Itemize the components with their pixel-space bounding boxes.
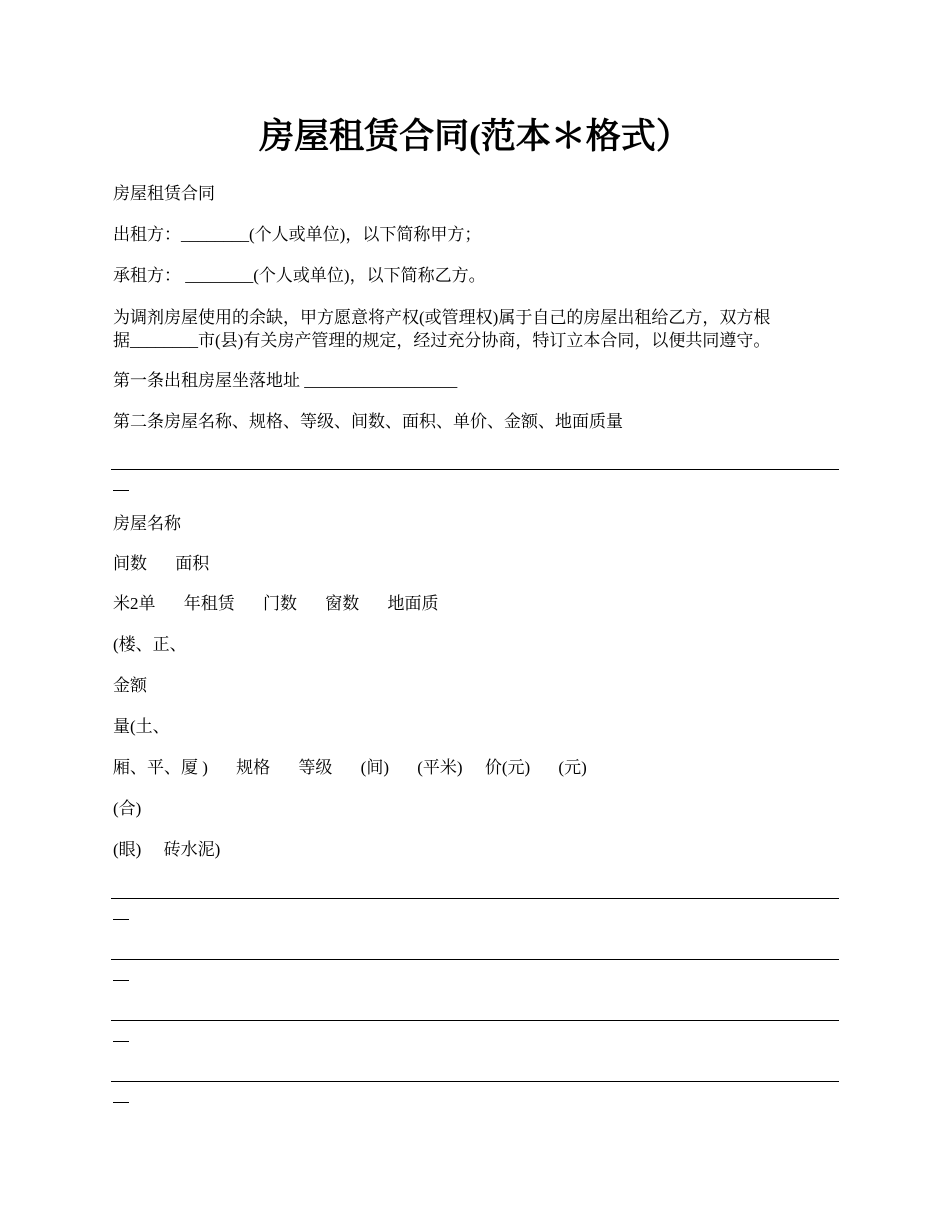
fill-line-short bbox=[113, 490, 129, 491]
table-cell: (平米) bbox=[417, 758, 463, 777]
table-cell: (眼) bbox=[113, 840, 142, 859]
table-row-2 bbox=[113, 553, 209, 575]
table-cell: (元) bbox=[558, 758, 587, 777]
document-title: 房屋租赁合同(范本＊格式） bbox=[259, 117, 691, 156]
table-cell: 砖水泥) bbox=[163, 840, 221, 859]
table-cell: 规格 bbox=[236, 758, 271, 777]
table-row-5: 金额 bbox=[113, 676, 147, 695]
table-row-4: (楼、正、 bbox=[113, 635, 187, 654]
article-2: 第二条房屋名称、规格、等级、间数、面积、单价、金额、地面质量 bbox=[113, 412, 623, 431]
preamble-line-2: 据________市(县)有关房产管理的规定，经过充分协商，特订立本合同，以便共同遵守。 bbox=[113, 331, 771, 350]
table-cell: 价(元) bbox=[484, 758, 531, 777]
document-subtitle: 房屋租赁合同 bbox=[113, 184, 215, 203]
table-cell: (间) bbox=[360, 758, 389, 777]
preamble-line-1: 为调剂房屋使用的余缺，甲方愿意将产权(或管理权)属于自己的房屋出租给乙方，双方根 bbox=[113, 308, 771, 327]
fill-line-short bbox=[113, 1041, 129, 1042]
table-cell: 地面质 bbox=[387, 594, 439, 613]
table-cell: 等级 bbox=[298, 758, 333, 777]
preamble-paragraph bbox=[113, 306, 838, 352]
fill-line-long bbox=[111, 898, 839, 899]
table-row-7 bbox=[113, 757, 587, 779]
table-cell: 面积 bbox=[175, 554, 210, 573]
fill-line-long bbox=[111, 469, 839, 470]
fill-line-long bbox=[111, 1081, 839, 1082]
table-row-3 bbox=[113, 593, 439, 615]
table-row-6: 量(土、 bbox=[113, 717, 170, 736]
table-row-8: (合) bbox=[113, 799, 142, 818]
article-1: 第一条出租房屋坐落地址 __________________ bbox=[113, 371, 458, 390]
table-cell: 窗数 bbox=[325, 594, 360, 613]
lessor-line: 出租方：________(个人或单位)，以下简称甲方； bbox=[113, 225, 482, 244]
fill-line-long bbox=[111, 959, 839, 960]
fill-line-long bbox=[111, 1020, 839, 1021]
table-cell: 门数 bbox=[263, 594, 297, 613]
table-row-1: 房屋名称 bbox=[113, 514, 181, 533]
table-row-9 bbox=[113, 839, 220, 861]
fill-line-short bbox=[113, 919, 129, 920]
fill-line-short bbox=[113, 980, 129, 981]
table-cell: 年租赁 bbox=[183, 594, 235, 613]
table-cell: 米2单 bbox=[113, 594, 156, 613]
table-cell: 厢、平、厦 ) bbox=[113, 758, 208, 777]
fill-line-short bbox=[113, 1102, 129, 1103]
lessee-line: 承租方： ________(个人或单位)，以下简称乙方。 bbox=[113, 266, 486, 285]
table-cell: 间数 bbox=[113, 554, 147, 573]
